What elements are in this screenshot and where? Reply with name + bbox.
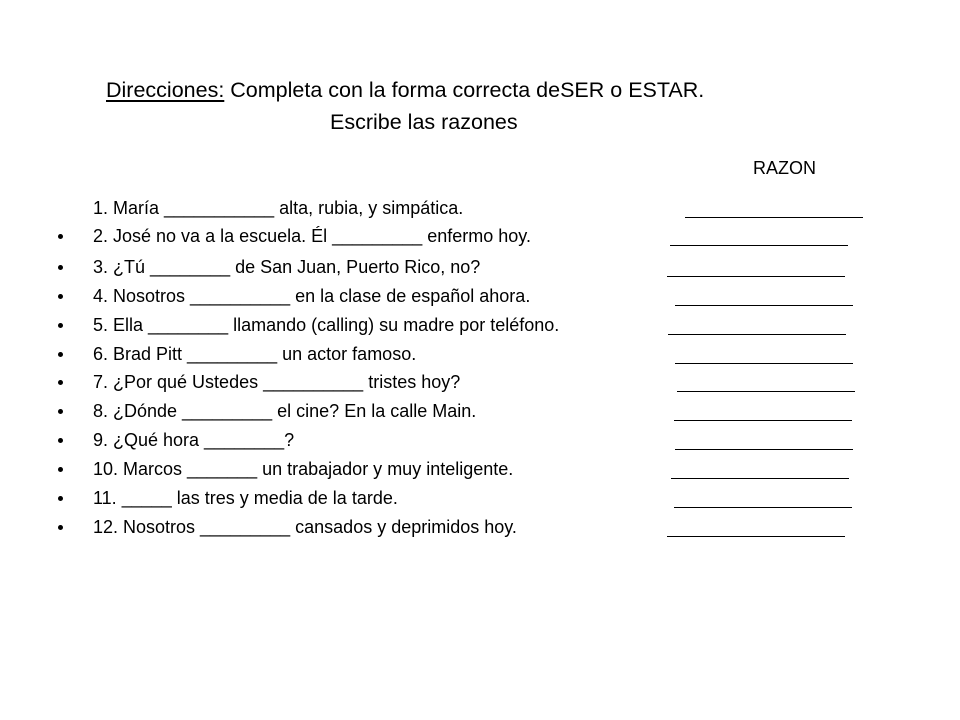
- reason-answer-line[interactable]: [674, 420, 852, 421]
- exercise-sentence: 8. ¿Dónde _________ el cine? En la calle Main.: [93, 401, 477, 421]
- exercise-sentence: 5. Ella ________ llamando (calling) su madre por teléfono.: [93, 315, 560, 335]
- reason-answer-line[interactable]: [667, 276, 845, 277]
- exercise-item: [0, 370, 960, 396]
- exercise-item: [0, 428, 960, 454]
- directions-title: [106, 78, 704, 103]
- exercise-item: [0, 284, 960, 310]
- reason-answer-line[interactable]: [671, 478, 849, 479]
- bullet-icon: [58, 496, 63, 501]
- exercise-sentence: 9. ¿Qué hora ________?: [93, 430, 295, 450]
- exercise-item: [0, 399, 960, 425]
- exercise-item: [0, 255, 960, 281]
- directions-subtitle: Escribe las razones: [330, 110, 518, 134]
- reason-answer-line[interactable]: [675, 449, 853, 450]
- exercise-sentence: 2. José no va a la escuela. Él _________ enfermo hoy.: [93, 226, 531, 246]
- reason-answer-line[interactable]: [685, 217, 863, 218]
- reason-answer-line[interactable]: [675, 305, 853, 306]
- exercise-item: [0, 196, 960, 222]
- exercise-sentence: 4. Nosotros __________ en la clase de español ahora.: [93, 286, 531, 306]
- bullet-icon: [58, 234, 63, 239]
- reason-answer-line[interactable]: [677, 391, 855, 392]
- bullet-icon: [58, 294, 63, 299]
- directions-text: Completa con la forma correcta deSER o ESTAR.: [224, 78, 705, 102]
- bullet-icon: [58, 438, 63, 443]
- exercise-sentence: 7. ¿Por qué Ustedes __________ tristes hoy?: [93, 372, 461, 392]
- bullet-icon: [58, 409, 63, 414]
- bullet-icon: [58, 352, 63, 357]
- exercise-item: [0, 457, 960, 483]
- reason-answer-line[interactable]: [670, 245, 848, 246]
- exercise-sentence: 3. ¿Tú ________ de San Juan, Puerto Rico, no?: [93, 257, 481, 277]
- exercise-sentence: 1. María ___________ alta, rubia, y simpática.: [93, 198, 464, 218]
- exercise-sentence: 11. _____ las tres y media de la tarde.: [93, 488, 398, 508]
- reason-answer-line[interactable]: [675, 363, 853, 364]
- bullet-icon: [58, 265, 63, 270]
- bullet-icon: [58, 525, 63, 530]
- bullet-icon: [58, 380, 63, 385]
- exercise-item: [0, 342, 960, 368]
- exercise-item: [0, 515, 960, 541]
- exercise-sentence: 12. Nosotros _________ cansados y deprimidos hoy.: [93, 517, 517, 537]
- exercise-sentence: 10. Marcos _______ un trabajador y muy inteligente.: [93, 459, 514, 479]
- bullet-icon: [58, 467, 63, 472]
- reason-answer-line[interactable]: [674, 507, 852, 508]
- reason-answer-line[interactable]: [668, 334, 846, 335]
- exercise-item: [0, 313, 960, 339]
- exercise-item: [0, 224, 960, 250]
- exercise-sentence: 6. Brad Pitt _________ un actor famoso.: [93, 344, 417, 364]
- exercise-item: [0, 486, 960, 512]
- directions-label: Direcciones:: [106, 78, 225, 102]
- razon-column-header: RAZON: [753, 158, 816, 178]
- reason-answer-line[interactable]: [667, 536, 845, 537]
- bullet-icon: [58, 323, 63, 328]
